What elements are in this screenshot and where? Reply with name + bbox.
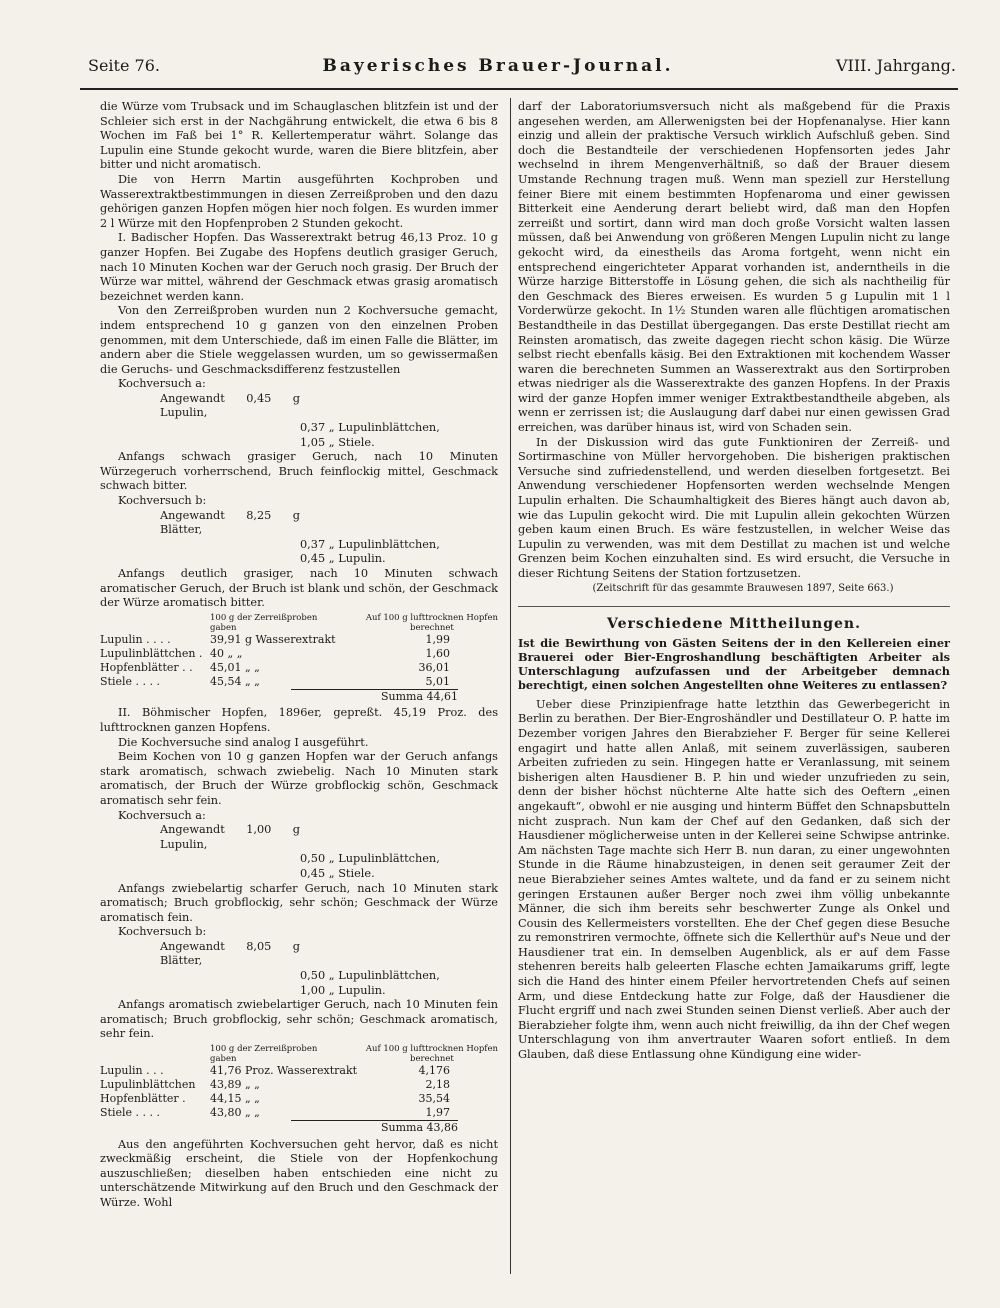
table-row bbox=[100, 1078, 498, 1092]
table-cell: Hopfenblätter . . bbox=[100, 660, 193, 674]
table-row bbox=[100, 1092, 498, 1106]
paragraph: Beim Kochen von 10 g ganzen Hopfen war der Geruch anfangs stark aromatisch, schwach zwiebelig. Nach 10 Minuten stark aromatisch, der Bruch der Würze grobflockig schön, Geschmack aromatisch sehr fein. bbox=[100, 750, 498, 807]
amounts-list bbox=[100, 392, 498, 450]
table-cell: 1,97 bbox=[425, 1106, 450, 1120]
amount-line: Angewandt 8,25 g Blätter, bbox=[160, 508, 300, 537]
amount-line: 1,00 „ Lupulin. bbox=[300, 983, 386, 997]
amounts-list bbox=[100, 823, 498, 881]
table-cell: 40 „ „ bbox=[210, 646, 243, 660]
source-citation: (Zeitschrift für das gesammte Brauwesen 1897, Seite 663.) bbox=[592, 582, 894, 594]
kochversuch-heading: Kochversuch b: bbox=[118, 925, 207, 939]
table-cell: 36,01 bbox=[418, 660, 450, 674]
table-row bbox=[100, 1064, 498, 1078]
column-divider bbox=[510, 98, 511, 1274]
kochversuch-heading: Kochversuch a: bbox=[118, 377, 206, 391]
table-row bbox=[100, 633, 498, 647]
extract-table bbox=[100, 613, 498, 705]
amounts-list bbox=[100, 940, 498, 998]
paragraph: Von den Zerreißproben wurden nun 2 Kochversuche gemacht, indem entsprechend 10 g ganzen von den einzelnen Proben genommen, mit dem Unterschiede, daß im einen Falle die Blätter, im andern aber die Stiele weggelassen wurden, um so gewissermaßen die Geruchs- und Geschmacksdifferenz festzustellen bbox=[100, 304, 498, 376]
table-sum bbox=[100, 689, 498, 705]
table-cell: Lupulinblättchen bbox=[100, 1078, 196, 1092]
table-cell: 2,18 bbox=[425, 1078, 450, 1092]
table-cell: Stiele . . . . bbox=[100, 1106, 160, 1120]
table-header bbox=[100, 1044, 498, 1064]
table-cell: 43,89 „ „ bbox=[210, 1078, 260, 1092]
section-divider bbox=[518, 606, 950, 607]
amounts-list bbox=[100, 509, 498, 567]
page-header bbox=[88, 56, 956, 84]
kochversuch-heading: Kochversuch b: bbox=[118, 494, 207, 508]
journal-title: Bayerisches Brauer-Journal. bbox=[322, 56, 674, 76]
paragraph: Die Kochversuche sind analog I ausgeführt. bbox=[118, 735, 369, 749]
table-cell: 45,01 „ „ bbox=[210, 660, 260, 674]
sum-value: Summa 43,86 bbox=[291, 1120, 458, 1136]
table-header-cell: Auf 100 g lufttrocknen Hopfen berechnet bbox=[365, 612, 498, 633]
paragraph: Ueber diese Prinzipienfrage hatte letzthin das Gewerbegericht in Berlin zu berathen. Der Bier-Engroshändler und Destillateur O. P. hatte im Dezember vorigen Jahres den Bierabzieher F. Berger für seine Kellerei engagirt und hatte allen Anlaß, mit seinem zuverlässigen, sauberen Arbeiten zufrieden zu sein. Hingegen hatte er Veranlassung, mit seinem bisherigen alten Hausdiener B. P. hin und wieder unzufrieden zu sein, denn der bisher höchst nüchterne Alte hatte sich des Oeftern „einen angekauft“, obwohl er nie ausging und hinterm Büffet den Schnapsbutteln nicht zusprach. Nun kam der Chef auf den Gedanken, daß sich der Hausdiener möglicherweise unten in der Kellerei seine Schwipse antrinke. Am nächsten Tage machte sich Herr B. nun daran, zu einer ungewohnten Stunde in die Räume hinabzusteigen, in denen seit geraumer Zeit der neue Bierabzieher seines Amtes waltete, und da fand er zu seinem nicht geringen Erstaunen außer Berger noch zwei ihm völlig unbekannte Männer, die sich ihm bereits sehr beschwerter Zunge als Onkel und Cousin des Kellermeisters vorstellten. Ehe der Chef gegen diese Besuche zu remonstriren vermochte, öffnete sich die Kellerthür auf's Neue und der Hausdiener trat ein. In demselben Augenblick, als er auf dem Fasse stehenren bereits halb geleerten Flasche echten Jamaikarums griff, legte sich die Hand des hinter einem Pfeiler hervortretenden Chefs auf seinen Arm, und diese Entdeckung hatte zur Folge, daß der Hausdiener die Flucht ergriff und nach zwei Stunden seinen Dienst verließ. Aber auch der Bierabzieher folgte ihm, wenn auch nicht freiwillig, da ihn der Chef wegen Unterschlagung von ihm anvertrauter Waaren sofort entließ. In dem Glauben, daß diese Entlassung ohne Kündigung eine wider- bbox=[518, 697, 950, 1062]
table-row bbox=[100, 1106, 498, 1120]
amount-line: Angewandt 0,45 g Lupulin, bbox=[160, 391, 300, 420]
table-cell: 45,54 „ „ bbox=[210, 674, 260, 688]
amount-line: Angewandt 8,05 g Blätter, bbox=[160, 939, 300, 968]
amount-line: 0,50 „ Lupulinblättchen, bbox=[300, 969, 440, 983]
table-cell: 41,76 Proz. Wasserextrakt bbox=[210, 1064, 358, 1078]
paragraph: In der Diskussion wird das gute Funktioniren der Zerreiß- und Sortirmaschine von Müller hervorgehoben. Die bisherigen praktischen Versuche sind zufriedenstellend, und werden dieselben fortgesetzt. Bei Anwendung verschiedener Hopfensorten werden wechselnde Mengen Lupulin erhalten. Die Schaumhaltigkeit des Bieres hängt auch davon ab, wie das Lupulin gekocht wird. Die mit Lupulin allein gekochten Würzen geben kaum einen Bruch. Es wäre festzustellen, in welcher Weise das Lupulin zu verwenden, was mit dem Destillat zu machen ist und welche Grenzen beim Kochen einzuhalten sind. Es wird ersucht, die Versuche in dieser Richtung Seitens der Station fortzusetzen. bbox=[518, 435, 950, 580]
table-header-cell: Auf 100 g lufttrocknen Hopfen berechnet bbox=[365, 1044, 498, 1065]
table-cell: 4,176 bbox=[418, 1064, 450, 1078]
header-rule bbox=[80, 88, 958, 90]
amount-line: 1,05 „ Stiele. bbox=[300, 435, 375, 449]
table-cell: 5,01 bbox=[425, 674, 450, 688]
paragraph: darf der Laboratoriumsversuch nicht als maßgebend für die Praxis angesehen werden, am Allerwenigsten bei der Hopfenanalyse. Hier kann einzig und allein der praktische Versuch wirklich Aufschluß geben. Sind doch die Bestandteile der verschiedenen Hopfensorten jedes Jahr wechselnd in ihrem Mengenverhältniß, so daß der Brauer diesem Umstande Rechnung tragen muß. Wenn man speziell zur Herstellung feiner Biere mit einem bestimmten Hopfenaroma und einer gewissen Bitterkeit eine Aenderung derart beliebt wird, daß man den Hopfen zerreißt und sortirt, dann wird man doch große Vorsicht walten lassen müssen, daß bei Anwendung von größeren Mengen Lupulin nicht zu lange gekocht wird, da einestheils das Aroma fortgeht, wenn nicht ein entsprechend eingerichteter Apparat vorhanden ist, anderntheils in die Würze harzige Bitterstoffe in Lösung gehen, die sich als nachtheilig für den Geschmack des Bieres erweisen. Es wurden 5 g Lupulin mit 1 l Vorderwürze gekocht. In 1½ Stunden waren alle flüchtigen aromatischen Bestandtheile in das Destillat übergegangen. Das erste Destillat riecht am Reinsten aromatisch, das zweite dagegen riecht schon käsig. Die Würze selbst riecht ebenfalls käsig. Bei den Extraktionen mit kochendem Wasser waren die berechneten Summen an Wasserextrakt aus den Sortirproben etwas niedriger als die Wasserextrakte des ganzen Hopfens. In der Praxis wird der ganze Hopfen immer weniger Extraktbestandtheile abgeben, als wenn er zerrissen ist; die Auslaugung darf dabei nur einen gewissen Grad erreichen, was darüber hinaus ist, wird von Schaden sein. bbox=[518, 100, 950, 435]
kochversuch-heading: Kochversuch a: bbox=[118, 808, 206, 822]
table-row bbox=[100, 675, 498, 689]
paragraph: II. Böhmischer Hopfen, 1896er, gepreßt. 45,19 Proz. des lufttrocknen ganzen Hopfens. bbox=[100, 706, 498, 734]
table-cell: Stiele . . . . bbox=[100, 674, 160, 688]
table-cell: Hopfenblätter . bbox=[100, 1092, 186, 1106]
amount-line: 0,50 „ Lupulinblättchen, bbox=[300, 852, 440, 866]
amount-line: 0,37 „ Lupulinblättchen, bbox=[300, 421, 440, 435]
amount-line: 0,45 „ Lupulin. bbox=[300, 552, 386, 566]
right-column bbox=[518, 100, 950, 1063]
paragraph: die Würze vom Trubsack und im Schauglaschen blitzfein ist und der Schleier sich erst in der Nachgährung entwickelt, die etwa 6 bis 8 Wochen im Faß bei 1° R. Kellertemperatur währt. Solange das Lupulin eine Stunde gekocht wurde, waren die Biere blitzfein, aber bitter und nicht aromatisch. bbox=[100, 100, 498, 172]
table-header-cell: 100 g der Zerreißproben gaben bbox=[210, 1044, 318, 1065]
amount-line: 0,37 „ Lupulinblättchen, bbox=[300, 537, 440, 551]
left-column bbox=[100, 100, 498, 1211]
volume-year: VIII. Jahrgang. bbox=[835, 56, 956, 75]
amount-line: Angewandt 1,00 g Lupulin, bbox=[160, 823, 300, 851]
table-header bbox=[100, 613, 498, 633]
table-sum bbox=[100, 1120, 498, 1136]
paragraph: Aus den angeführten Kochversuchen geht hervor, daß es nicht zweckmäßig erscheint, die Stiele von der Hopfenkochung auszuschließen; dieselben haben entschieden eine nicht zu unterschätzende Mitwirkung auf den Bruch und den Geschmack der Würze. Wohl bbox=[100, 1137, 498, 1209]
table-cell: 1,60 bbox=[425, 646, 450, 660]
table-cell: Lupulinblättchen . bbox=[100, 646, 203, 660]
table-header-cell: 100 g der Zerreißproben gaben bbox=[210, 612, 318, 633]
table-cell: Lupulin . . . . bbox=[100, 632, 171, 646]
paragraph: Die von Herrn Martin ausgeführten Kochproben und Wasserextraktbestimmungen in diesen Zerreißproben und den dazu gehörigen ganzen Hopfen mögen hier noch folgen. Es wurden immer 2 l Würze mit den Hopfenproben 2 Stunden gekocht. bbox=[100, 172, 498, 230]
table-cell: 39,91 g Wasserextrakt bbox=[210, 632, 336, 646]
table-cell: 1,99 bbox=[425, 632, 450, 646]
table-cell: 43,80 „ „ bbox=[210, 1106, 260, 1120]
sum-value: Summa 44,61 bbox=[291, 689, 458, 705]
paragraph: I. Badischer Hopfen. Das Wasserextrakt betrug 46,13 Proz. 10 g ganzer Hopfen. Bei Zugabe des Hopfens deutlich grasiger Geruch, nach 10 Minuten Kochen war der Geruch noch grasig. Der Bruch der Würze war mittel, während der Geschmack etwas grasig aromatisch bezeichnet werden kann. bbox=[100, 231, 498, 303]
amount-line: 0,45 „ Stiele. bbox=[300, 866, 375, 880]
table-row bbox=[100, 647, 498, 661]
article-headline: Ist die Bewirthung von Gästen Seitens der in den Kellereien einer Brauerei oder Bier-Engroshandlung beschäftigten Arbeiter als Unterschlagung aufzufassen und der Arbeitgeber demnach berechtigt, einen solchen Angestellten ohne Weiteres zu entlassen? bbox=[518, 635, 950, 692]
table-cell: 35,54 bbox=[418, 1092, 450, 1106]
paragraph: Anfangs schwach grasiger Geruch, nach 10 Minuten Würzegeruch vorherrschend, Bruch feinflockig mittel, Geschmack schwach bitter. bbox=[100, 450, 498, 493]
table-cell: 44,15 „ „ bbox=[210, 1092, 260, 1106]
page-number: Seite 76. bbox=[88, 56, 160, 75]
paragraph: Anfangs zwiebelartig scharfer Geruch, nach 10 Minuten stark aromatisch; Bruch grobflockig, sehr schön; Geschmack der Würze aromatisch fein. bbox=[100, 881, 498, 924]
paragraph: Anfangs deutlich grasiger, nach 10 Minuten schwach aromatischer Geruch, der Bruch ist blank und schön, der Geschmack der Würze aromatisch bitter. bbox=[100, 567, 498, 610]
paragraph: Anfangs aromatisch zwiebelartiger Geruch, nach 10 Minuten fein aromatisch; Bruch grobflockig, sehr schön; Geschmack aromatisch, sehr fein. bbox=[100, 998, 498, 1041]
section-heading: Verschiedene Mittheilungen. bbox=[607, 616, 861, 633]
extract-table bbox=[100, 1044, 498, 1136]
table-row bbox=[100, 661, 498, 675]
table-cell: Lupulin . . . bbox=[100, 1064, 164, 1078]
